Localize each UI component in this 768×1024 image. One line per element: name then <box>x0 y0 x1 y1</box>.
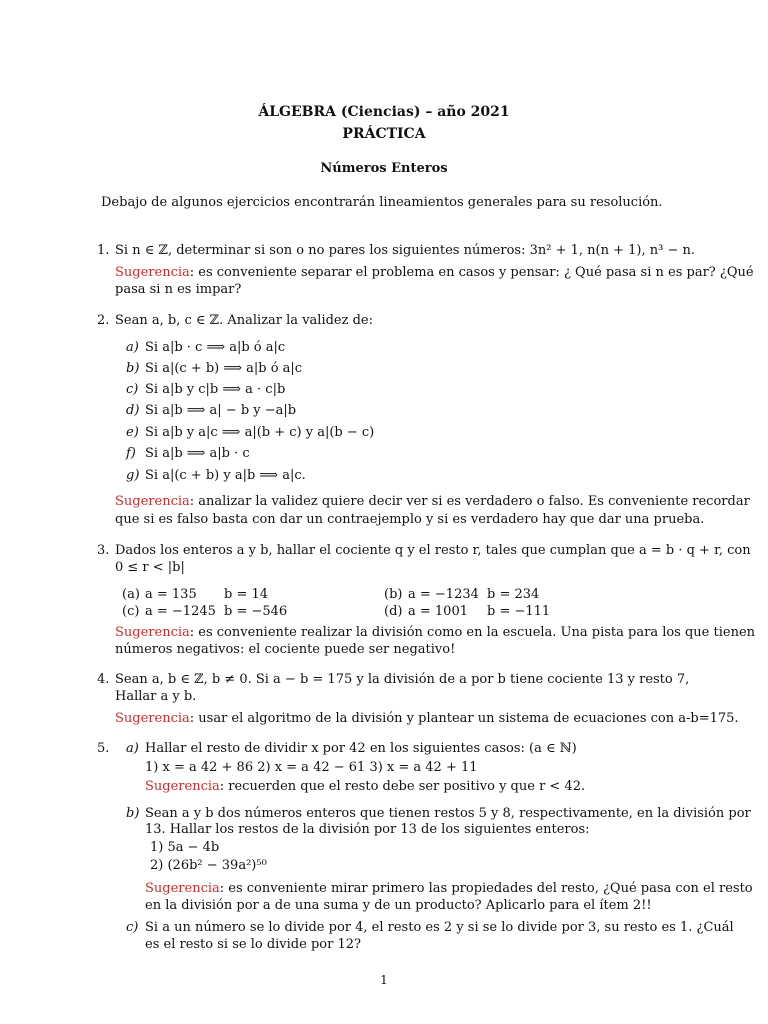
ex2-item-label: e) <box>126 425 139 440</box>
hint-label: Sugerencia <box>145 881 220 896</box>
hint-text: : recuerden que el resto debe ser positivo y que r < 42. <box>219 779 586 794</box>
exercise-4-text-cont: Hallar a y b. <box>115 689 197 704</box>
ex2-item: Si a|(c + b) ⟹ a|b ó a|c <box>145 361 303 376</box>
ex2-item: Si a|b y c|b ⟹ a · c|b <box>145 382 286 397</box>
ex5-a-label: a) <box>126 741 139 756</box>
exercise-2-hint-cont: que si es falso basta con dar un contraejemplo y si es verdadero hay que dar una prueba. <box>115 512 705 527</box>
ex5-b-text: Sean a y b dos números enteros que tienen restos 5 y 8, respectivamente, en la división por <box>145 806 751 821</box>
ex2-item-label: b) <box>126 361 140 376</box>
ex5-a-cases: 1) x = a 42 + 86 2) x = a 42 − 61 3) x = a 42 + 11 <box>145 760 478 775</box>
exercise-4-hint <box>115 711 739 726</box>
ex2-item: Si a|b · c ⟹ a|b ó a|c <box>145 340 286 355</box>
exercise-1-number: 1. <box>97 243 110 258</box>
course-title: ÁLGEBRA (Ciencias) – año 2021 <box>258 104 510 120</box>
case-a: a = −1234 <box>408 587 479 602</box>
exercise-3-text-cont: 0 ≤ r < |b| <box>115 560 185 575</box>
hint-label: Sugerencia <box>145 779 220 794</box>
hint-text: : es conveniente separar el problema en casos y pensar: ¿ Qué pasa si n es par? ¿Qué <box>189 265 754 280</box>
ex5-c-text: Si a un número se lo divide por 4, el resto es 2 y si se lo divide por 3, su resto es 1. ¿Cuál <box>145 920 734 935</box>
case-b: b = 234 <box>487 587 540 602</box>
ex2-item: Si a|b ⟹ a|b · c <box>145 446 250 461</box>
exercise-1-hint <box>115 265 754 280</box>
ex2-item-label: c) <box>126 382 139 397</box>
ex2-item: Si a|(c + b) y a|b ⟹ a|c. <box>145 468 306 483</box>
exercise-3-number: 3. <box>97 543 110 558</box>
ex5-b-item: 2) (26b² − 39a²)⁵⁰ <box>150 858 267 873</box>
case-label: (a) <box>122 587 140 602</box>
ex5-a-text: Hallar el resto de dividir x por 42 en los siguientes casos: (a ∈ ℕ) <box>145 741 577 756</box>
exercise-3-hint-cont: números negativos: el cociente puede ser negativo! <box>115 642 456 657</box>
case-a: a = −1245 <box>145 604 216 619</box>
exercise-4-number: 4. <box>97 672 110 687</box>
hint-label: Sugerencia <box>115 625 190 640</box>
ex5-b-label: b) <box>126 806 140 821</box>
ex5-b-text-cont: 13. Hallar los restos de la división por 13 de los siguientes enteros: <box>145 822 590 837</box>
ex5-b-hint-cont: en la división por a de una suma y de un producto? Aplicarlo para el ítem 2!! <box>145 898 652 913</box>
exercise-2-hint <box>115 494 750 509</box>
exercise-1-hint-cont: pasa si n es impar? <box>115 282 242 297</box>
case-label: (c) <box>122 604 140 619</box>
ex5-b-hint <box>145 881 753 896</box>
hint-label: Sugerencia <box>115 494 190 509</box>
case-a: a = 1001 <box>408 604 468 619</box>
case-b: b = 14 <box>224 587 269 602</box>
hint-text: : es conveniente mirar primero las propiedades del resto, ¿Qué pasa con el resto <box>219 881 753 896</box>
ex5-b-item: 1) 5a − 4b <box>150 840 220 855</box>
exercise-2-number: 2. <box>97 313 110 328</box>
page-number: 1 <box>380 973 388 987</box>
topic-title: Números Enteros <box>320 161 448 176</box>
ex2-item-label: f) <box>126 446 136 461</box>
case-b: b = −546 <box>224 604 288 619</box>
hint-label: Sugerencia <box>115 711 190 726</box>
exercise-3-hint <box>115 625 755 640</box>
ex2-item-label: a) <box>126 340 139 355</box>
case-label: (d) <box>384 604 403 619</box>
hint-text: : usar el algoritmo de la división y plantear un sistema de ecuaciones con a-b=175. <box>189 711 739 726</box>
exercise-2-text: Sean a, b, c ∈ ℤ. Analizar la validez de: <box>115 313 373 328</box>
exercise-4-text: Sean a, b ∈ ℤ, b ≠ 0. Si a − b = 175 y la división de a por b tiene cociente 13 y resto 7, <box>115 672 690 687</box>
hint-text: : analizar la validez quiere decir ver si es verdadero o falso. Es conveniente recordar <box>189 494 750 509</box>
case-b: b = −111 <box>487 604 551 619</box>
hint-text: : es conveniente realizar la división como en la escuela. Una pista para los que tienen <box>189 625 756 640</box>
ex5-c-label: c) <box>126 920 139 935</box>
exercise-1-text: Si n ∈ ℤ, determinar si son o no pares los siguientes números: 3n² + 1, n(n + 1), n³ − n. <box>115 243 695 258</box>
hint-label: Sugerencia <box>115 265 190 280</box>
intro-text: Debajo de algunos ejercicios encontrarán lineamientos generales para su resolución. <box>101 195 663 210</box>
exercise-5-number: 5. <box>97 741 110 756</box>
ex2-item-label: g) <box>126 468 140 483</box>
exercise-3-text: Dados los enteros a y b, hallar el cociente q y el resto r, tales que cumplan que a = b · q + r, con <box>115 543 751 558</box>
ex5-c-text-cont: es el resto si se lo divide por 12? <box>145 937 361 952</box>
ex5-a-hint <box>145 779 585 794</box>
ex2-item: Si a|b ⟹ a| − b y −a|b <box>145 403 297 418</box>
ex2-item-label: d) <box>126 403 140 418</box>
case-label: (b) <box>384 587 403 602</box>
ex2-item: Si a|b y a|c ⟹ a|(b + c) y a|(b − c) <box>145 425 375 440</box>
practice-title: PRÁCTICA <box>342 126 426 142</box>
case-a: a = 135 <box>145 587 197 602</box>
